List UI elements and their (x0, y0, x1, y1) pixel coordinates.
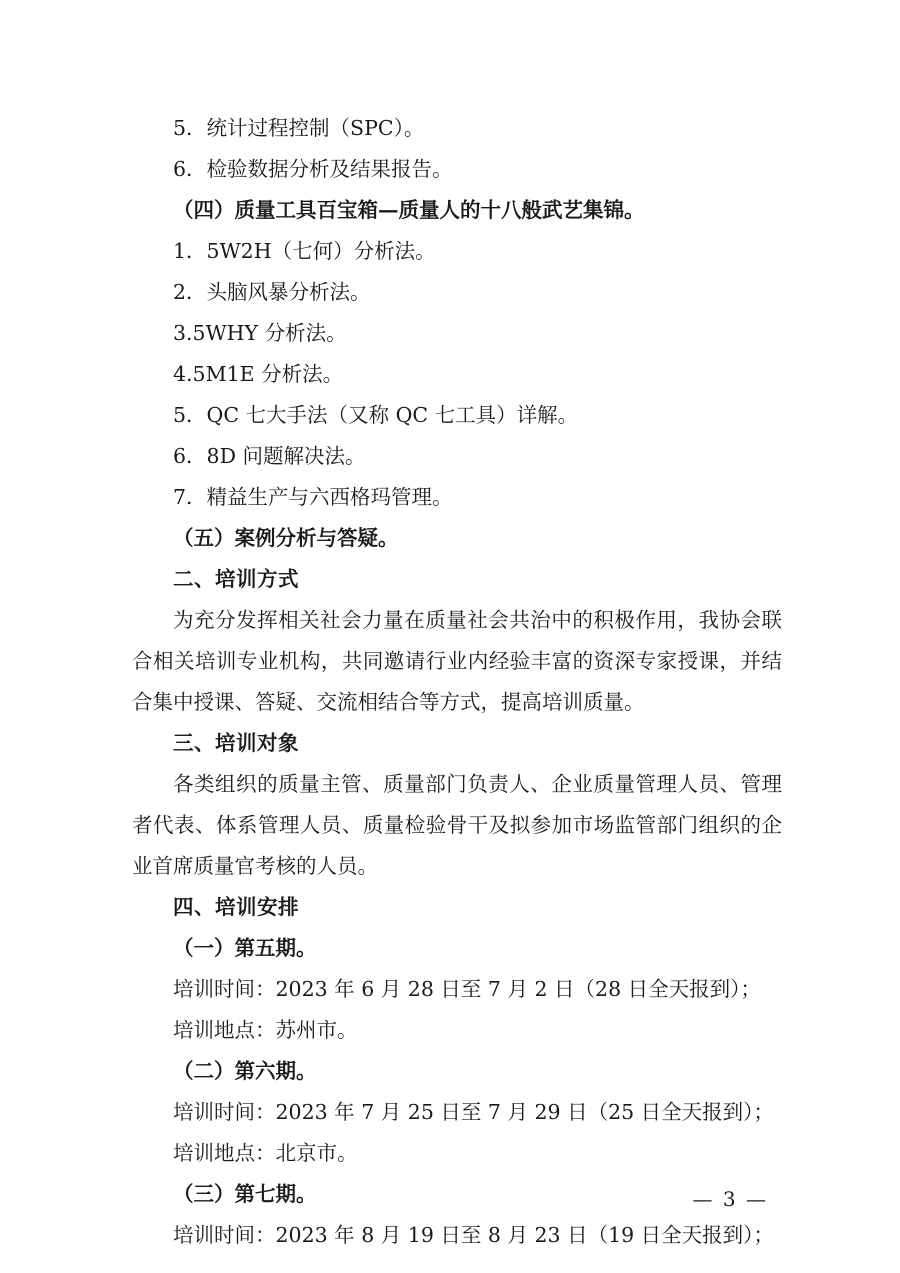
list-item: 培训时间：2023 年 7 月 25 日至 7 月 29 日（25 日全天报到）； (173, 1100, 774, 1124)
list-item: 6．检验数据分析及结果报告。 (173, 157, 453, 181)
sub-section-heading: （三）第七期。 (173, 1182, 317, 1206)
section-heading: 四、培训安排 (173, 895, 299, 919)
list-item: 3.5WHY 分析法。 (173, 321, 347, 345)
list-item: 培训地点：苏州市。 (173, 1018, 358, 1042)
page-number: — 3 — (692, 1187, 768, 1211)
sub-section-heading: （一）第五期。 (173, 936, 317, 960)
list-item: 5．统计过程控制（SPC）。 (173, 116, 425, 140)
document-body (132, 108, 782, 1256)
section-heading: 三、培训对象 (173, 731, 299, 755)
section-heading: 二、培训方式 (173, 567, 299, 591)
list-item: 培训地点：北京市。 (173, 1141, 358, 1165)
sub-section-heading: （五）案例分析与答疑。 (173, 526, 399, 550)
list-item: 7．精益生产与六西格玛管理。 (173, 485, 453, 509)
list-item: 1．5W2H（七何）分析法。 (173, 239, 436, 263)
list-item: 培训时间：2023 年 8 月 19 日至 8 月 23 日（19 日全天报到）； (173, 1223, 774, 1247)
list-item: 6．8D 问题解决法。 (173, 444, 366, 468)
sub-section-heading: （二）第六期。 (173, 1059, 317, 1083)
paragraph: 各类组织的质量主管、质量部门负责人、企业质量管理人员、管理者代表、体系管理人员、质量检验骨干及拟参加市场监管部门组织的企业首席质量官考核的人员。 (132, 772, 782, 878)
list-item: 4.5M1E 分析法。 (173, 362, 344, 386)
list-item: 培训时间：2023 年 6 月 28 日至 7 月 2 日（28 日全天报到）； (173, 977, 761, 1001)
sub-section-heading: （四）质量工具百宝箱—质量人的十八般武艺集锦。 (173, 198, 645, 222)
list-item: 2．头脑风暴分析法。 (173, 280, 371, 304)
list-item: 5．QC 七大手法（又称 QC 七工具）详解。 (173, 403, 579, 427)
paragraph: 为充分发挥相关社会力量在质量社会共治中的积极作用，我协会联合相关培训专业机构，共同邀请行业内经验丰富的资深专家授课，并结合集中授课、答疑、交流相结合等方式，提高培训质量。 (132, 608, 782, 714)
